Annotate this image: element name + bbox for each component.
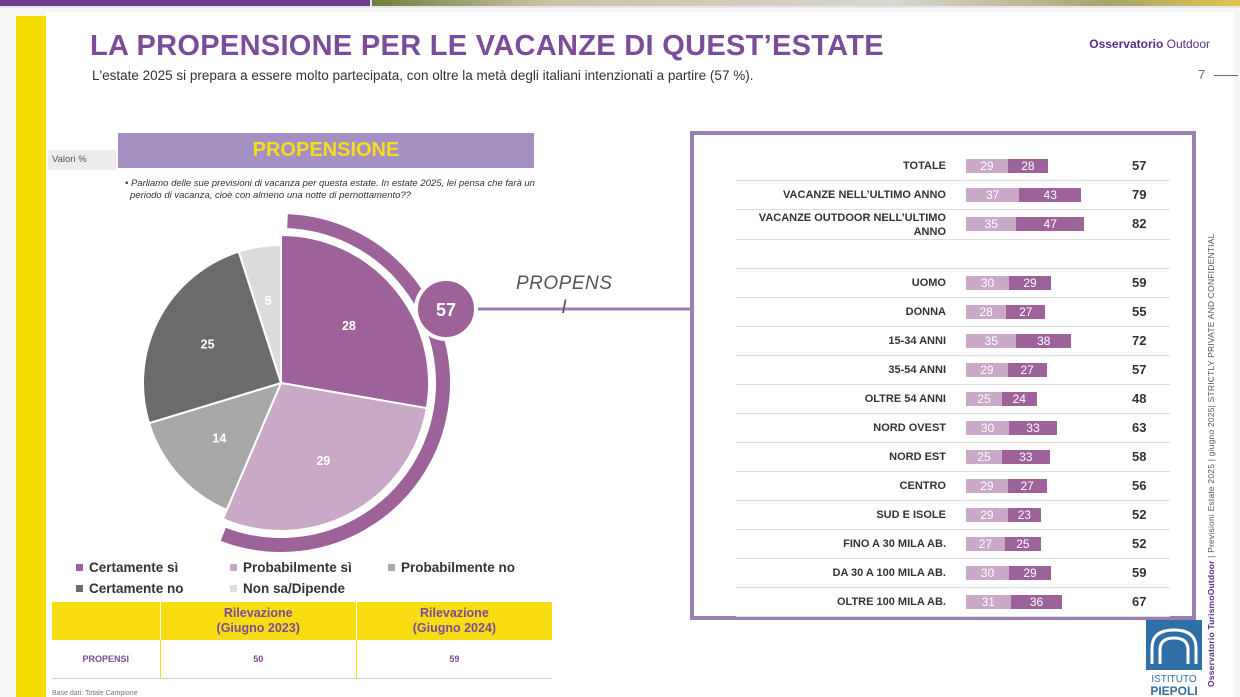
breakdown-row-total: 52 bbox=[1132, 506, 1147, 522]
breakdown-row-label: SUD E ISOLE bbox=[876, 508, 946, 521]
slice-certamente-no-label: 25 bbox=[200, 337, 215, 352]
breakdown-row-total: 63 bbox=[1132, 419, 1147, 435]
bar-probabilmente-si: 27 bbox=[1008, 479, 1047, 493]
breakdown-spacer-row bbox=[736, 239, 1170, 269]
legend-swatch bbox=[76, 564, 83, 571]
propensi-label-line1: PROPENS bbox=[516, 273, 613, 294]
breakdown-row bbox=[736, 209, 1170, 240]
bar-probabilmente-si: 36 bbox=[1011, 595, 1063, 609]
breakdown-row bbox=[736, 355, 1170, 385]
breakdown-row-total: 67 bbox=[1132, 593, 1147, 609]
bar-certamente-si: 31 bbox=[966, 595, 1011, 609]
legend-item-certamente-no bbox=[76, 581, 184, 596]
breakdown-row bbox=[736, 500, 1170, 530]
breakdown-row bbox=[736, 442, 1170, 472]
bar-certamente-si: 25 bbox=[966, 392, 1002, 406]
breakdown-row bbox=[736, 587, 1170, 617]
bar-probabilmente-si: 28 bbox=[1008, 159, 1048, 173]
rilevazione-header-row bbox=[52, 602, 552, 640]
logo-box bbox=[1146, 620, 1202, 670]
bar-certamente-si: 30 bbox=[966, 566, 1009, 580]
bar-certamente-si: 29 bbox=[966, 363, 1008, 377]
breakdown-row-total: 57 bbox=[1132, 361, 1147, 377]
breakdown-row bbox=[736, 268, 1170, 298]
page-title: LA PROPENSIONE PER LE VACANZE DI QUEST’ESTATE bbox=[90, 30, 884, 62]
breakdown-row-total: 56 bbox=[1132, 477, 1147, 493]
slice-certamente-si-label: 28 bbox=[341, 318, 356, 333]
breakdown-row bbox=[736, 151, 1170, 181]
footnote: Base dati: Totale Campione bbox=[52, 690, 138, 697]
vertical-footer-bold: Osservatorio TurismoOutdoor bbox=[1206, 560, 1216, 687]
survey-question: • Parliamo delle sue previsioni di vacanza per questa estate. In estate 2025, lei pensa che farà un periodo di vacanza, cioè con almeno una notte di pernottamento?? bbox=[125, 178, 535, 201]
breakdown-row-label: OLTRE 54 ANNI bbox=[864, 392, 946, 405]
rilevazione-2024-header: Rilevazione (Giugno 2024) bbox=[356, 602, 552, 640]
breakdown-row bbox=[736, 180, 1170, 210]
bar-probabilmente-si: 29 bbox=[1009, 276, 1051, 290]
legend-item-probabilmente-no bbox=[388, 560, 515, 575]
bar-probabilmente-si: 29 bbox=[1009, 566, 1051, 580]
legend-swatch bbox=[76, 585, 83, 592]
breakdown-row-label: FINO A 30 MILA AB. bbox=[843, 537, 946, 550]
rilevazione-2023-value: 50 bbox=[160, 640, 356, 679]
rilevazione-2024-value: 59 bbox=[356, 640, 552, 679]
legend-label: Certamente no bbox=[89, 581, 184, 596]
breakdown-row-total: 72 bbox=[1132, 332, 1147, 348]
propensione-banner: PROPENSIONE bbox=[118, 133, 534, 168]
bar-certamente-si: 35 bbox=[966, 334, 1016, 348]
bar-certamente-si: 29 bbox=[966, 508, 1008, 522]
breakdown-row-total: 82 bbox=[1132, 216, 1147, 231]
legend-label: Probabilmente no bbox=[401, 560, 516, 575]
legend-item-certamente-si bbox=[76, 560, 178, 575]
breakdown-row bbox=[736, 471, 1170, 501]
breakdown-row-total: 57 bbox=[1132, 157, 1147, 173]
breakdown-row-label: VACANZE NELL’ULTIMO ANNO bbox=[783, 188, 946, 201]
legend-label: Non sa/Dipende bbox=[243, 581, 346, 596]
slice-non-sa-label: 5 bbox=[264, 294, 272, 309]
legend-item-probabilmente-si bbox=[230, 560, 352, 575]
breakdown-row-total: 48 bbox=[1132, 390, 1147, 406]
breakdown-row-label: NORD OVEST bbox=[873, 421, 946, 434]
bar-probabilmente-si: 27 bbox=[1006, 305, 1045, 319]
bar-probabilmente-si: 23 bbox=[1008, 508, 1041, 522]
legend-item-non-sa bbox=[230, 581, 345, 596]
breakdown-row-label: CENTRO bbox=[899, 479, 946, 492]
breakdown-row bbox=[736, 413, 1170, 443]
breakdown-row-label: UOMO bbox=[911, 276, 946, 289]
bar-certamente-si: 25 bbox=[966, 450, 1002, 464]
vertical-footer-rest: | Previsioni Estate 2025 | giugno 2025| STRICTLY PRIVATE AND CONFIDENTIAL bbox=[1206, 233, 1216, 561]
brand-label bbox=[1089, 37, 1210, 51]
breakdown-row bbox=[736, 326, 1170, 356]
valori-label: Valori % bbox=[48, 150, 116, 170]
breakdown-row-total: 59 bbox=[1132, 564, 1147, 580]
istituto-piepoli-logo bbox=[1146, 620, 1202, 697]
bar-certamente-si: 37 bbox=[966, 188, 1019, 202]
bar-certamente-si: 27 bbox=[966, 537, 1005, 551]
bar-probabilmente-si: 27 bbox=[1008, 363, 1047, 377]
legend-label: Probabilmente sì bbox=[243, 560, 352, 575]
breakdown-row bbox=[736, 529, 1170, 559]
bar-probabilmente-si: 33 bbox=[1002, 450, 1050, 464]
rilevazione-corner bbox=[52, 602, 160, 640]
propensi-total-value: 57 bbox=[435, 300, 457, 320]
breakdown-row-total: 52 bbox=[1132, 535, 1147, 551]
legend-label: Certamente sì bbox=[89, 560, 179, 575]
legend-swatch bbox=[388, 564, 395, 571]
slice-probabilmente-si-label: 29 bbox=[316, 454, 331, 469]
breakdown-row-total: 79 bbox=[1132, 186, 1147, 202]
breakdown-row-label: 35-54 ANNI bbox=[888, 363, 946, 376]
breakdown-row-label: OLTRE 100 MILA AB. bbox=[837, 595, 946, 608]
bar-certamente-si: 30 bbox=[966, 421, 1009, 435]
bar-probabilmente-si: 25 bbox=[1005, 537, 1041, 551]
legend-swatch bbox=[230, 564, 237, 571]
rilevazione-row-label: PROPENSI bbox=[52, 640, 160, 679]
breakdown-row bbox=[736, 384, 1170, 414]
breakdown-row-label: NORD EST bbox=[889, 450, 946, 463]
bar-certamente-si: 35 bbox=[966, 217, 1016, 231]
bar-certamente-si: 29 bbox=[966, 159, 1008, 173]
page-number: 7 bbox=[1198, 67, 1206, 82]
breakdown-row bbox=[736, 558, 1170, 588]
bar-probabilmente-si: 43 bbox=[1019, 188, 1081, 202]
rilevazione-table bbox=[52, 602, 552, 679]
bar-certamente-si: 30 bbox=[966, 276, 1009, 290]
rilevazione-row bbox=[52, 640, 552, 679]
logo-text-1: ISTITUTO bbox=[1151, 674, 1197, 685]
propensi-label-line2: I bbox=[561, 297, 568, 318]
breakdown-row bbox=[736, 297, 1170, 327]
bar-certamente-si: 29 bbox=[966, 479, 1008, 493]
logo-text-2: PIEPOLI bbox=[1150, 684, 1198, 697]
vertical-footer-text bbox=[1206, 233, 1216, 687]
breakdown-row-label: DA 30 A 100 MILA AB. bbox=[832, 566, 946, 579]
slice-probabilmente-no-label: 14 bbox=[212, 431, 227, 446]
page-subtitle: L'estate 2025 si prepara a essere molto partecipata, con oltre la metà degli italiani intenzionati a partire (57 %). bbox=[92, 68, 754, 83]
propensi-label bbox=[516, 272, 612, 320]
breakdown-row-label: 15-34 ANNI bbox=[888, 334, 946, 347]
bar-certamente-si: 28 bbox=[966, 305, 1006, 319]
bar-probabilmente-si: 38 bbox=[1016, 334, 1071, 348]
page-number-rule bbox=[1214, 75, 1238, 76]
bar-probabilmente-si: 33 bbox=[1009, 421, 1057, 435]
bar-probabilmente-si: 47 bbox=[1016, 217, 1084, 231]
legend-swatch bbox=[230, 585, 237, 592]
breakdown-row-total: 58 bbox=[1132, 448, 1147, 464]
breakdown-row-label: VACANZE OUTDOOR NELL’ULTIMO ANNO bbox=[758, 212, 946, 238]
breakdown-row-total: 59 bbox=[1132, 274, 1147, 290]
breakdown-row-label: DONNA bbox=[905, 305, 946, 318]
breakdown-row-label: TOTALE bbox=[903, 159, 946, 172]
brand-bold: Osservatorio bbox=[1089, 37, 1164, 51]
breakdown-row-total: 55 bbox=[1132, 303, 1147, 319]
rilevazione-2023-header: Rilevazione (Giugno 2023) bbox=[160, 602, 356, 640]
brand-rest: Outdoor bbox=[1163, 37, 1210, 51]
bar-probabilmente-si: 24 bbox=[1002, 392, 1037, 406]
